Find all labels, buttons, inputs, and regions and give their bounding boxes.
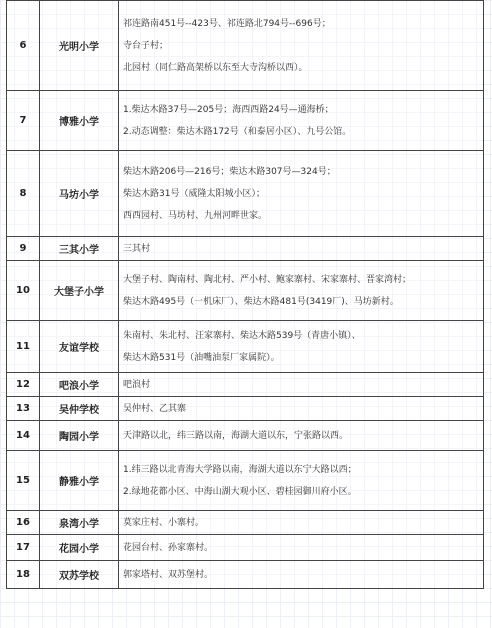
school-name: 三其小学 <box>40 237 119 261</box>
table-row <box>7 373 484 397</box>
area-line: 1.纬三路以北青海大学路以南，海湖大道以东宁大路以西； <box>123 464 357 475</box>
area-line: 天津路以北，纬三路以南，海湖大道以东，宁张路以西。 <box>123 430 349 441</box>
area-line: 柴达木路206号—216号；柴达木路307号—324号； <box>123 166 336 177</box>
area-line: 寺台子村； <box>123 40 169 51</box>
school-name: 吴仲学校 <box>40 397 119 421</box>
table-row <box>7 421 484 451</box>
row-number: 7 <box>7 91 40 151</box>
district-area <box>119 321 484 373</box>
district-area <box>119 451 484 511</box>
area-line: 花园台村、孙家寨村。 <box>123 542 214 553</box>
row-number: 17 <box>7 535 40 561</box>
area-line: 大堡子村、陶南村、陶北村、严小村、鲍家寨村、宋家寨村、晋家湾村； <box>123 274 412 285</box>
area-line: 郭家塔村、双苏堡村。 <box>123 569 214 580</box>
area-line: 柴达木路31号（威隆太阳城小区）； <box>123 188 265 199</box>
district-area <box>119 373 484 397</box>
area-line: 朱南村、朱北村、汪家寨村、柴达木路539号（青唐小镇）、 <box>123 330 361 341</box>
area-line: 2.动态调整：柴达木路172号（和泰居小区）、九号公馆。 <box>123 126 352 137</box>
school-name: 陶园小学 <box>40 421 119 451</box>
district-area <box>119 421 484 451</box>
table-row <box>7 561 484 589</box>
area-line: 北园村（同仁路高架桥以东至大寺沟桥以西）。 <box>123 62 308 73</box>
district-area <box>119 1 484 91</box>
district-area <box>119 151 484 237</box>
school-name: 马坊小学 <box>40 151 119 237</box>
district-area <box>119 237 484 261</box>
row-number: 16 <box>7 511 40 535</box>
table-row <box>7 535 484 561</box>
table-row <box>7 397 484 421</box>
area-line: 柴达木路495号（一机床厂）、柴达木路481号(3419厂)、马坊新村。 <box>123 296 399 307</box>
school-name: 博雅小学 <box>40 91 119 151</box>
district-area <box>119 397 484 421</box>
row-number: 10 <box>7 261 40 321</box>
area-line: 祁连路南451号--423号、祁连路北794号--696号； <box>123 18 331 29</box>
district-area <box>119 535 484 561</box>
row-number: 6 <box>7 1 40 91</box>
school-name: 友谊学校 <box>40 321 119 373</box>
row-number: 14 <box>7 421 40 451</box>
area-line: 西西园村、马坊村、九州河畔世家。 <box>123 210 268 221</box>
school-name: 光明小学 <box>40 1 119 91</box>
area-line: 吴仲村、乙其寨 <box>123 403 187 414</box>
area-line: 2.绿地花都小区、中海山湖大观小区、碧桂园御川府小区。 <box>123 486 357 497</box>
area-line: 1.柴达木路37号—205号；海西西路24号—通海桥； <box>123 104 334 115</box>
row-number: 18 <box>7 561 40 589</box>
school-name: 双苏学校 <box>40 561 119 589</box>
table-row <box>7 151 484 237</box>
table-row <box>7 91 484 151</box>
school-name: 吧浪小学 <box>40 373 119 397</box>
area-line: 吧浪村 <box>123 379 151 390</box>
area-line: 三其村 <box>123 243 151 254</box>
district-area <box>119 91 484 151</box>
row-number: 13 <box>7 397 40 421</box>
school-name: 花园小学 <box>40 535 119 561</box>
area-line: 柴达木路531号（油嘴油泵厂家属院）。 <box>123 352 280 363</box>
table-row <box>7 511 484 535</box>
row-number: 8 <box>7 151 40 237</box>
school-name: 静雅小学 <box>40 451 119 511</box>
school-district-table <box>6 0 484 589</box>
table-row <box>7 261 484 321</box>
school-name: 泉湾小学 <box>40 511 119 535</box>
table-row <box>7 321 484 373</box>
school-name: 大堡子小学 <box>40 261 119 321</box>
table-row <box>7 1 484 91</box>
district-area <box>119 561 484 589</box>
table-row <box>7 451 484 511</box>
row-number: 9 <box>7 237 40 261</box>
district-area <box>119 511 484 535</box>
row-number: 11 <box>7 321 40 373</box>
row-number: 12 <box>7 373 40 397</box>
area-line: 莫家庄村、小寨村。 <box>123 517 205 528</box>
table-row <box>7 237 484 261</box>
table-body <box>7 1 484 589</box>
district-area <box>119 261 484 321</box>
row-number: 15 <box>7 451 40 511</box>
